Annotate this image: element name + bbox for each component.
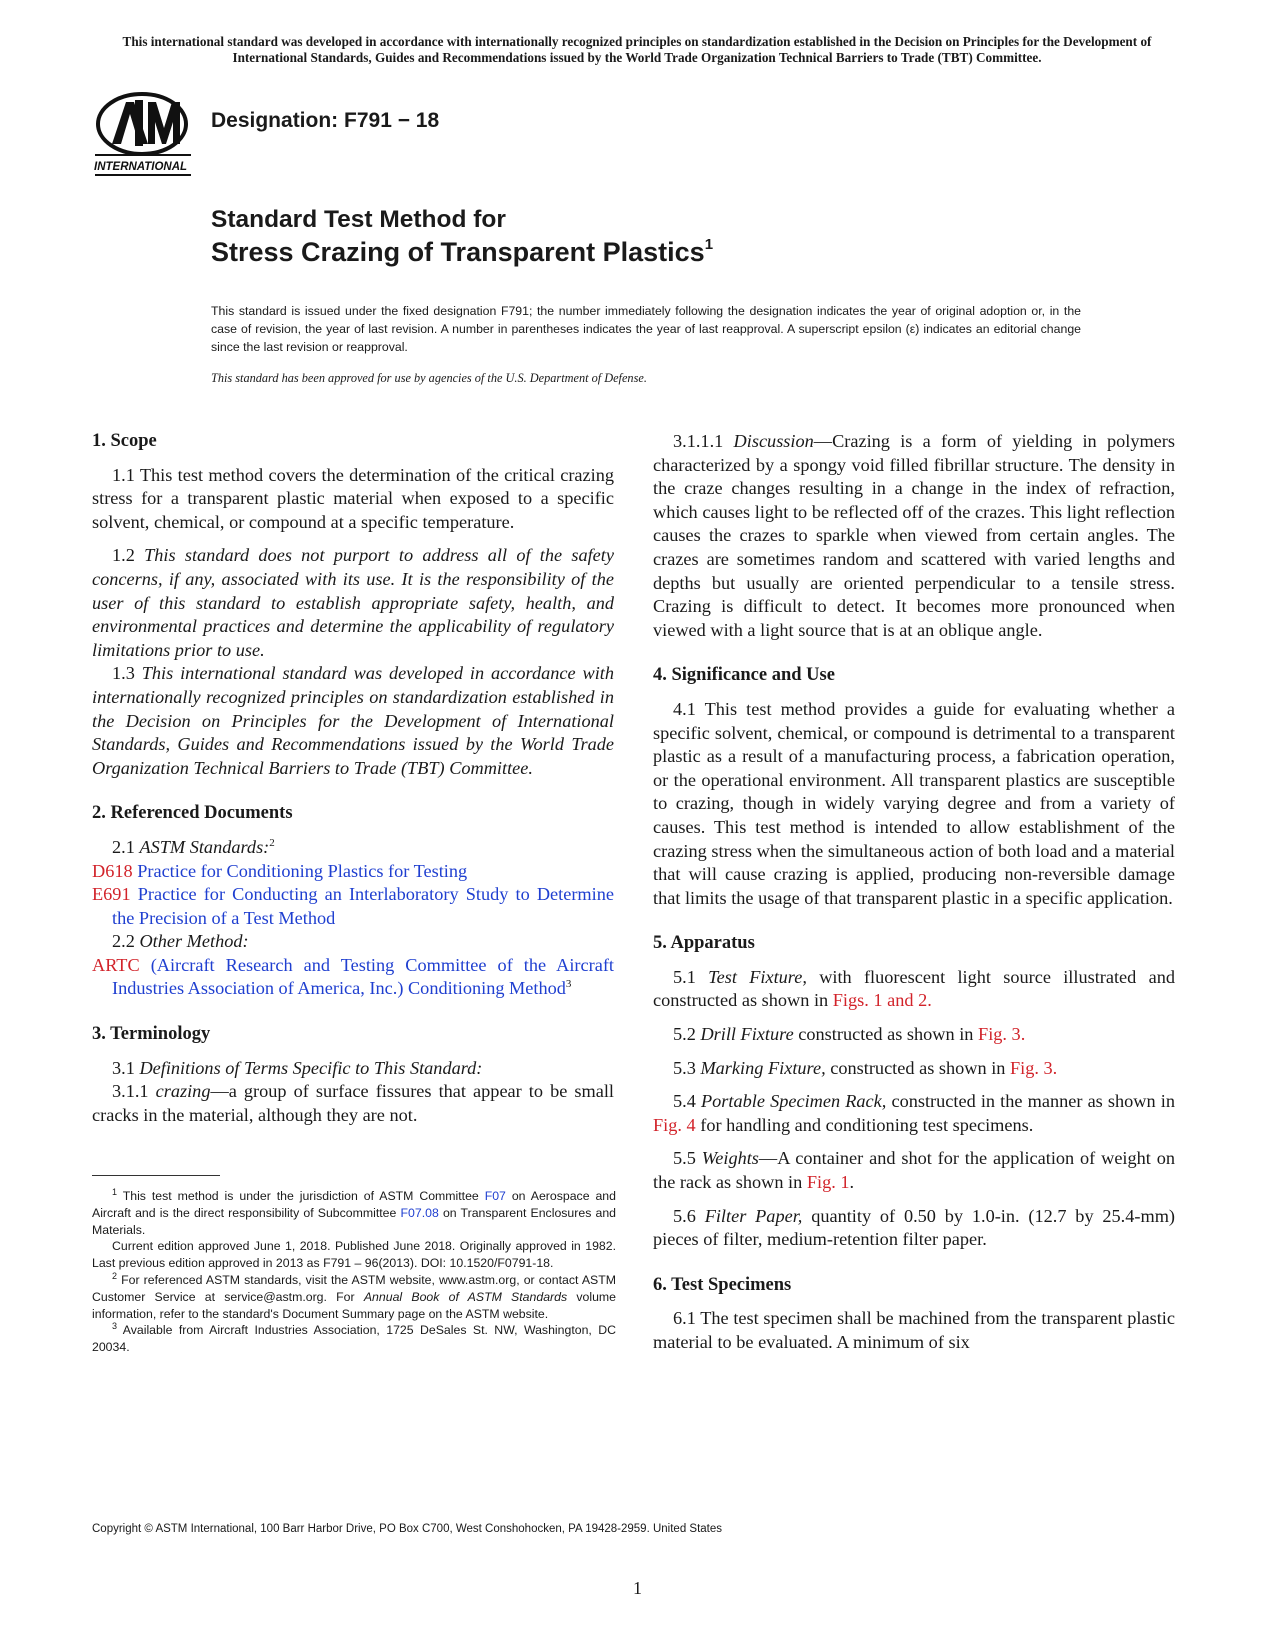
section-refdocs-heading: 2. Referenced Documents (92, 803, 293, 824)
international-standard-notice: This international standard was developed in accordance with internationally recognized principles on standardization established in the Decision on Principles for the Development of International Standards, Guides and Recommendations issued by the World Trade Organization Technical Barriers to Trade (TBT) Committee. (122, 34, 1152, 65)
para-5-2: 5.2 Drill Fixture constructed as shown in Fig. 3. (673, 1024, 1026, 1045)
astm-logo-icon (92, 88, 198, 180)
para-5-3: 5.3 Marking Fixture, constructed as shown in Fig. 3. (673, 1057, 1058, 1078)
ref-e691-title[interactable]: Practice for Conducting an Interlaboratory Study to Determine the Precision of a Test Method (112, 884, 614, 928)
title-line-2 (211, 237, 713, 268)
footnote-1-edition: Current edition approved June 1, 2018. Published June 2018. Originally approved in 1982. Last previous edition approved in 2013 as F791 – 96(2013). DOI: 10.1520/F0791-18. (92, 1239, 616, 1271)
para-5-6: 5.6 Filter Paper, quantity of 0.50 by 1.0-in. (12.7 by 25.4-mm) pieces of filter, medium-retention filter paper. (653, 1205, 1175, 1250)
para-2-1: 2.1 ASTM Standards:$^2$ (112, 836, 275, 857)
right-column (653, 430, 1175, 1355)
para-4-1: 4.1 This test method provides a guide for evaluating whether a specific solvent, chemical, or compound is detrimental to a transparent plastic as a result of a manufacturing process, a fabrication operation, or the operational environment. All transparent plastics are susceptible to crazing, though in widely varying degree and from a variety of causes. This test method is intended to allow establishment of the crazing stress when the simultaneous action of both load and a material that will cause crazing is applied, producing non-reversible damage that limits the usage of that transparent plastic in a specific application. (653, 698, 1175, 908)
para-1-2: 1.2 This standard does not purport to address all of the safety concerns, if any, associated with its use. It is the responsibility of the user of this standard to establish appropriate safety, health, and environmental practices and determine the applicability of regulatory limitations prior to use. (92, 545, 614, 660)
title-line-1: Standard Test Method for (211, 206, 506, 233)
issuance-note: This standard is issued under the fixed designation F791; the number immediately following the designation indicates the year of original adoption or, in the case of revision, the year of last revision. A number in parentheses indicates the year of last reapproval. A superscript epsilon (ε) indicates an editorial change since the last revision or reapproval. (211, 304, 1081, 354)
para-3-1: 3.1 Definitions of Terms Specific to This Standard: (112, 1057, 483, 1078)
section-terminology-heading: 3. Terminology (92, 1024, 211, 1045)
footnote-2: $^2$ For referenced ASTM standards, visit the ASTM website, www.astm.org, or contact ASTM Customer Service at service@astm.org. For Annual Book of ASTM Standards volume information, refer to the standard's Document Summary page on the ASTM website. (92, 1270, 617, 1321)
para-1-1: 1.1 This test method covers the determination of the critical crazing stress for a transparent plastic material when exposed to a specific solvent, chemical, or compound at a specific temperature. (92, 464, 614, 532)
section-apparatus-heading: 5. Apparatus (653, 933, 755, 954)
para-5-1: 5.1 Test Fixture, with fluorescent light source illustrated and constructed as shown in Figs. 1 and 2. (653, 966, 1175, 1011)
para-1-3: 1.3 This international standard was developed in accordance with internationally recognized principles on standardization established in the Decision on Principles for the Development of International Standards, Guides and Recommendations issued by the World Trade Organization Technical Barriers to Trade (TBT) Committee. (92, 663, 614, 778)
designation: Designation: F791 − 18 (211, 109, 440, 132)
para-3-1-1: 3.1.1 crazing—a group of surface fissures that appear to be small cracks in the material, although they are not. (92, 1081, 614, 1125)
page-number: 1 (633, 1578, 642, 1598)
para-3-1-1-1: 3.1.1.1 Discussion—Crazing is a form of yielding in polymers characterized by a spongy void filled fibrillar structure. The density in the craze changes resulting in a change in the index of refraction, which causes light to be reflected off of the crazes. This light reflection causes the crazes to sparkle when viewed from certain angles. The crazes are sometimes random and scattered with varied lengths and depths but usually are oriented perpendicular to a tensile stress. Crazing is difficult to detect. It becomes more pronounced when viewed with a light source that is at an oblique angle. (653, 431, 1175, 640)
title-text: Stress Crazing of Transparent Plastics (211, 237, 705, 267)
section-significance-heading: 4. Significance and Use (653, 665, 835, 686)
footnote-divider (92, 1175, 220, 1176)
ref-artc-title[interactable]: (Aircraft Research and Testing Committee of the Aircraft Industries Association of America, Inc.) Conditioning Method (112, 954, 614, 999)
svg-text:INTERNATIONAL: INTERNATIONAL (94, 161, 188, 173)
section-specimens-heading: 6. Test Specimens (653, 1274, 792, 1295)
link-fig-3-b[interactable]: Fig. 3. (1010, 1057, 1058, 1078)
ref-d618-code[interactable]: D618 (92, 860, 133, 881)
para-5-4: 5.4 Portable Specimen Rack, constructed in the manner as shown in Fig. 4 for handling and conditioning test specimens. (653, 1091, 1175, 1135)
ref-d618[interactable] (92, 860, 614, 884)
para-6-1: 6.1 The test specimen shall be machined from the transparent plastic material to be evaluated. A minimum of six (653, 1308, 1175, 1352)
copyright-notice: Copyright © ASTM International, 100 Barr Harbor Drive, PO Box C700, West Conshohocken, PA 19428-2959. United States (92, 1523, 723, 1535)
link-f07[interactable]: F07 (484, 1189, 506, 1203)
title-footnote-mark: 1 (704, 236, 714, 253)
left-column (92, 430, 614, 1127)
ref-artc[interactable]: ARTC (Aircraft Research and Testing Committee of the Aircraft Industries Association of America, Inc.) Conditioning Method$^3$ (92, 954, 614, 999)
footnote-1: $^1$ This test method is under the jurisdiction of ASTM Committee F07 on Aerospace and Aircraft and is the direct responsibility of Subcommittee F07.08 on Transparent Enclosures and Materials. (92, 1187, 616, 1237)
ref-d618-title[interactable]: Practice for Conditioning Plastics for Testing (137, 860, 468, 881)
link-f07-08[interactable]: F07.08 (400, 1205, 439, 1220)
link-fig-1[interactable]: Fig. 1 (806, 1172, 850, 1193)
dod-approval-note: This standard has been approved for use by agencies of the U.S. Department of Defense. (211, 371, 647, 385)
footnotes (92, 1188, 616, 1356)
ref-e691-code[interactable]: E691 (92, 884, 131, 905)
link-fig-3-a[interactable]: Fig. 3. (978, 1024, 1026, 1045)
astm-logo (92, 88, 198, 180)
link-figs-1-2[interactable]: Figs. 1 and 2. (832, 990, 932, 1011)
footnote-3: $^3$ Available from Aircraft Industries Association, 1725 DeSales St. NW, Washington, DC 20034. (92, 1321, 616, 1355)
para-2-2: 2.2 Other Method: (112, 931, 249, 952)
ref-e691[interactable] (92, 883, 614, 930)
para-5-5: 5.5 Weights—A container and shot for the application of weight on the rack as shown in Fig. 1. (653, 1148, 1175, 1193)
section-scope-heading: 1. Scope (92, 431, 157, 451)
ref-artc-code[interactable]: ARTC (92, 954, 140, 975)
link-fig-4[interactable]: Fig. 4 (653, 1114, 696, 1135)
